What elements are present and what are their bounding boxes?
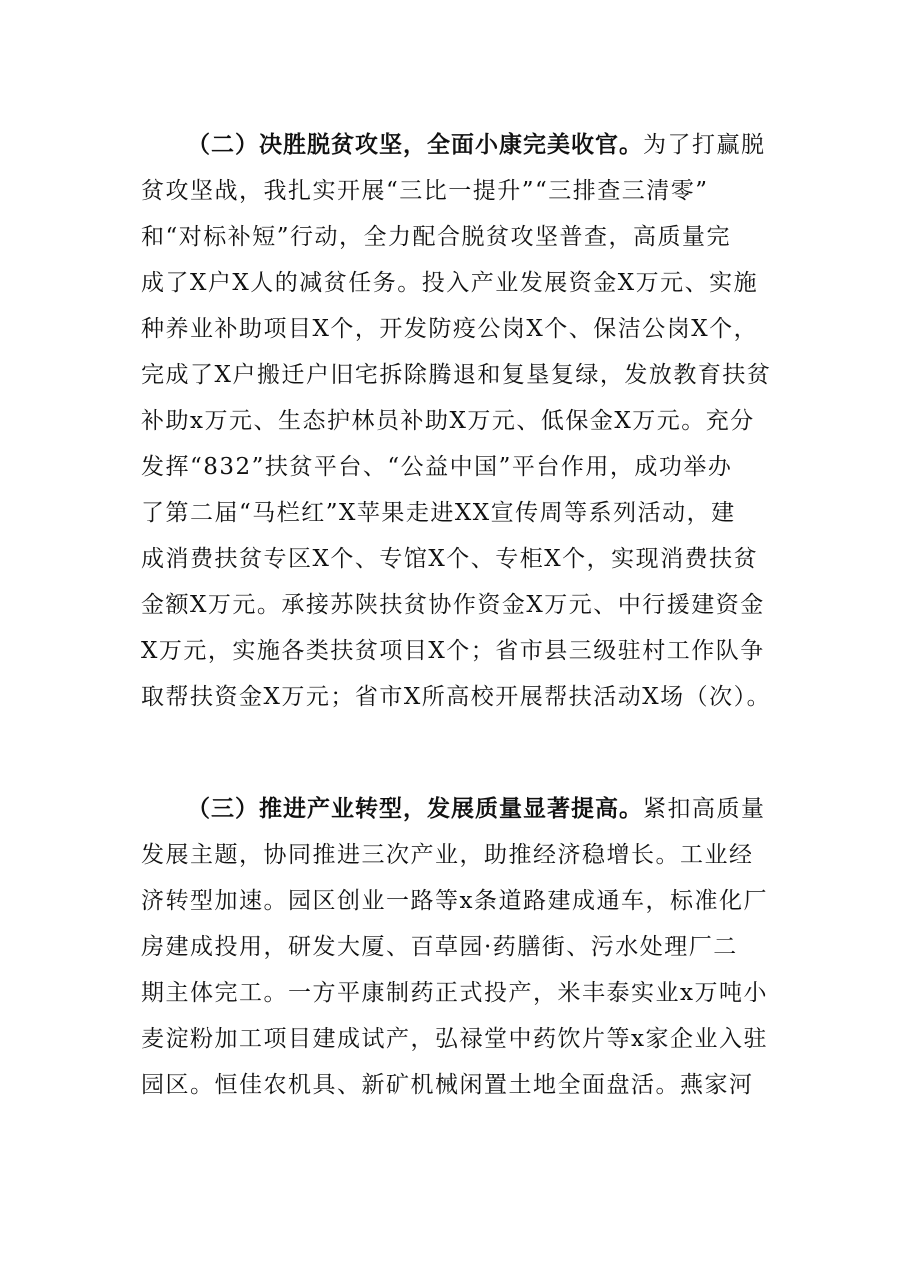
paragraph-line: 发展主题，协同推进三次产业，助推经济稳增长。工业经 [141, 842, 754, 868]
paragraph-line: 了第二届“马栏红”X苹果走进XX宣传周等系列活动，建 [141, 500, 736, 526]
paragraph-section-3 [141, 786, 781, 1108]
paragraph-line: 期主体完工。一方平康制药正式投产，米丰泰实业x万吨小 [141, 980, 768, 1006]
paragraph-line: X万元，实施各类扶贫项目X个；省市县三级驻村工作队争 [141, 638, 765, 664]
paragraph-line: 济转型加速。园区创业一路等x条道路建成通车，标准化厂 [141, 888, 768, 914]
paragraph-line: 取帮扶资金X万元；省市X所高校开展帮扶活动X场（次）。 [141, 684, 772, 710]
paragraph-line: 发挥“832”扶贫平台、“公益中国”平台作用，成功举办 [141, 454, 733, 480]
paragraph-line: 金额X万元。承接苏陕扶贫协作资金X万元、中行援建资金 [141, 592, 765, 618]
paragraph-section-2 [141, 122, 781, 720]
paragraph-text: 为了打赢脱 [643, 132, 766, 158]
paragraph-line: 补助x万元、生态护林员补助X万元、低保金X万元。充分 [141, 408, 755, 434]
paragraph-line: 成了X户X人的减贫任务。投入产业发展资金X万元、实施 [141, 270, 759, 296]
paragraph-first-line [141, 122, 781, 168]
section-heading: （二）决胜脱贫攻坚，全面小康完美收官。 [187, 132, 643, 158]
paragraph-line: 完成了X户搬迁户旧宅拆除腾退和复垦复绿，发放教育扶贫 [141, 362, 772, 388]
paragraph-text: 紧扣高质量 [643, 796, 766, 822]
paragraph-line: 种养业补助项目X个，开发防疫公岗X个、保洁公岗X个， [141, 316, 759, 342]
paragraph-line: 贫攻坚战，我扎实开展“三比一提升”“三排查三清零” [141, 178, 709, 204]
paragraph-line: 成消费扶贫专区X个、专馆X个、专柜X个，实现消费扶贫 [141, 546, 759, 572]
section-heading: （三）推进产业转型，发展质量显著提高。 [187, 796, 643, 822]
paragraph-line: 园区。恒佳农机具、新矿机械闲置土地全面盘活。燕家河 [141, 1072, 754, 1098]
paragraph-line: 房建成投用，研发大厦、百草园·药膳街、污水处理厂二 [141, 934, 738, 960]
paragraph-first-line [141, 786, 781, 832]
paragraph-line: 和“对标补短”行动，全力配合脱贫攻坚普查，高质量完 [141, 224, 732, 250]
paragraph-line: 麦淀粉加工项目建成试产，弘禄堂中药饮片等x家企业入驻 [141, 1026, 768, 1052]
